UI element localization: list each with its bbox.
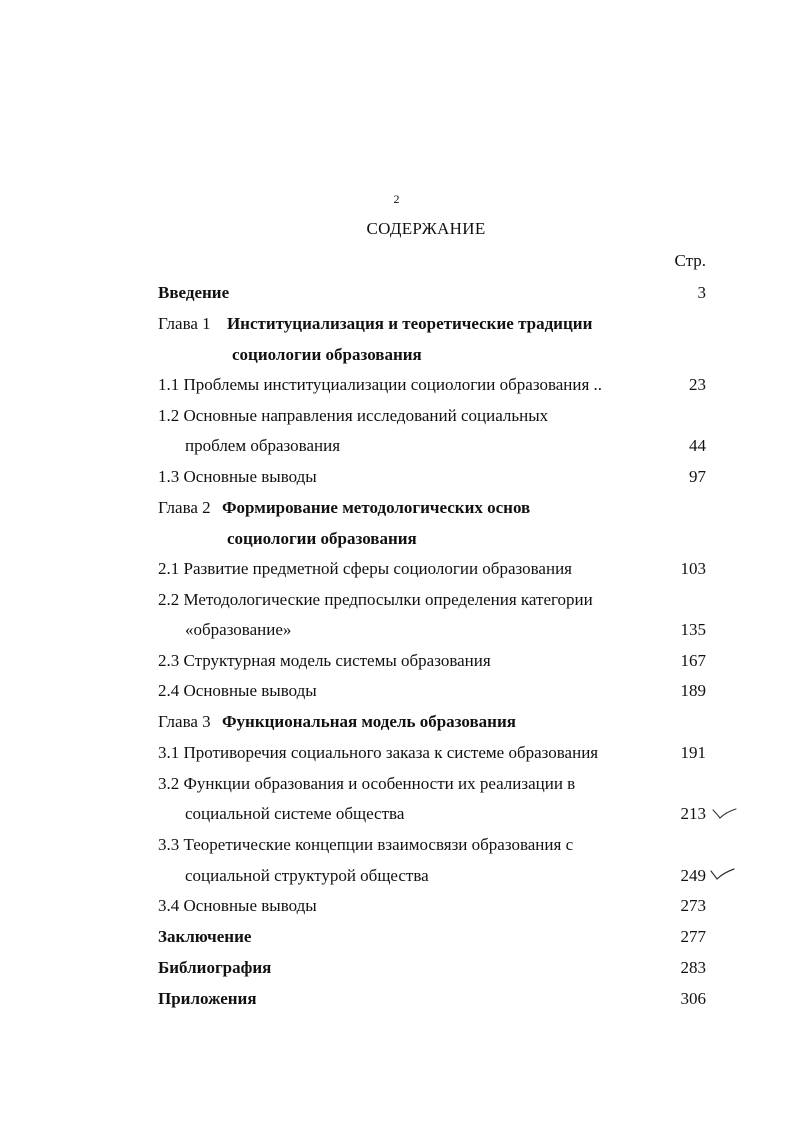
toc-chapter-2-heading <box>158 492 706 523</box>
toc-entry-page: 135 <box>680 620 706 639</box>
toc-chapter-label: Глава 1 <box>158 314 211 333</box>
toc-entry-page: 306 <box>680 989 706 1008</box>
toc-chapter-1-title-line <box>158 308 592 339</box>
toc-section-2-1 <box>158 553 706 584</box>
toc-section-2-4 <box>158 675 706 706</box>
handwritten-check-mark-icon <box>708 866 738 882</box>
toc-entry-page: 277 <box>680 927 706 946</box>
toc-entry-text: 3.1 Противоречия социального заказа к системе образования <box>158 743 599 762</box>
toc-chapter-1-title-continued <box>158 339 706 370</box>
toc-entry-text: 2.2 Методологические предпосылки определения категории <box>158 590 593 609</box>
toc-chapter-title: Институциализация и теоретические традиции <box>226 314 593 333</box>
toc-entry-page: 44 <box>689 436 706 455</box>
toc-entry-page: 273 <box>680 896 706 915</box>
toc-chapter-2-title-continued <box>158 523 706 554</box>
toc-section-1-3 <box>158 461 706 492</box>
toc-title: СОДЕРЖАНИЕ <box>366 219 486 238</box>
toc-entry-text: Библиография <box>158 958 272 977</box>
toc-entry-text: Приложения <box>158 989 257 1008</box>
toc-entry-text: Заключение <box>158 927 252 946</box>
toc-entry-text: проблем образования <box>185 436 341 455</box>
toc-entry-page: 97 <box>689 467 706 486</box>
handwritten-check-mark-icon <box>710 806 740 822</box>
toc-chapter-title: Функциональная модель образования <box>221 712 516 731</box>
toc-section-1-1 <box>158 369 706 400</box>
toc-entry-conclusion <box>158 921 706 952</box>
toc-entry-page: 103 <box>680 559 706 578</box>
toc-entry-text: 1.3 Основные выводы <box>158 467 317 486</box>
toc-chapter-label: Глава 2 <box>158 498 211 517</box>
toc-entry-page: 283 <box>680 958 706 977</box>
page-number: 2 <box>393 192 400 206</box>
toc-entry-page: 191 <box>680 743 706 762</box>
toc-section-3-4 <box>158 890 706 921</box>
toc-entry-page: 249 <box>680 866 706 885</box>
toc-entry-text: 1.1 Проблемы институциализации социологии образования .. <box>158 375 603 394</box>
toc-section-2-2 <box>158 584 706 615</box>
toc-entry-text: 2.1 Развитие предметной сферы социологии образования <box>158 559 572 578</box>
toc-section-1-2-continued <box>158 430 706 461</box>
toc-section-3-3-continued <box>158 860 706 891</box>
toc-entry-text: 3.4 Основные выводы <box>158 896 317 915</box>
toc-section-2-2-continued <box>158 614 706 645</box>
toc-entry-text: социологии образования <box>232 345 422 364</box>
toc-chapter-1-heading <box>158 308 706 339</box>
toc-section-3-1 <box>158 737 706 768</box>
toc-entry-text: 1.2 Основные направления исследований социальных <box>158 406 549 425</box>
toc-entry-text: социологии образования <box>227 529 417 548</box>
toc-section-3-2 <box>158 768 706 799</box>
toc-section-3-2-continued <box>158 798 706 829</box>
toc-entry-introduction <box>158 277 706 308</box>
toc-entry-page: 3 <box>697 283 706 302</box>
page-column-header: Стр. <box>674 251 706 270</box>
toc-entry-appendices <box>158 983 706 1014</box>
toc-entry-text: 2.4 Основные выводы <box>158 681 317 700</box>
toc-entry-text: социальной структурой общества <box>185 866 429 885</box>
toc-section-1-2 <box>158 400 706 431</box>
toc-chapter-3-heading <box>158 706 706 737</box>
toc-entry-text: 3.3 Теоретические концепции взаимосвязи образования с <box>158 835 574 854</box>
toc-entry-page: 23 <box>689 375 706 394</box>
toc-entry-bibliography <box>158 952 706 983</box>
toc-chapter-label: Глава 3 <box>158 712 211 731</box>
toc-entry-text: 2.3 Структурная модель системы образования <box>158 651 491 670</box>
toc-entry-text: 3.2 Функции образования и особенности их реализации в <box>158 774 576 793</box>
toc-section-2-3 <box>158 645 706 676</box>
toc-entry-page: 189 <box>680 681 706 700</box>
toc-entry-text: Введение <box>158 283 230 302</box>
toc-chapter-title: Формирование методологических основ <box>221 498 531 517</box>
toc-chapter-3-title-line <box>158 706 516 737</box>
toc-entry-page: 167 <box>680 651 706 670</box>
toc-chapter-2-title-line <box>158 492 530 523</box>
toc-entry-text: социальной системе общества <box>185 804 405 823</box>
toc-entry-text: «образование» <box>185 620 292 639</box>
toc-section-3-3 <box>158 829 706 860</box>
toc-entry-page: 213 <box>680 804 706 823</box>
